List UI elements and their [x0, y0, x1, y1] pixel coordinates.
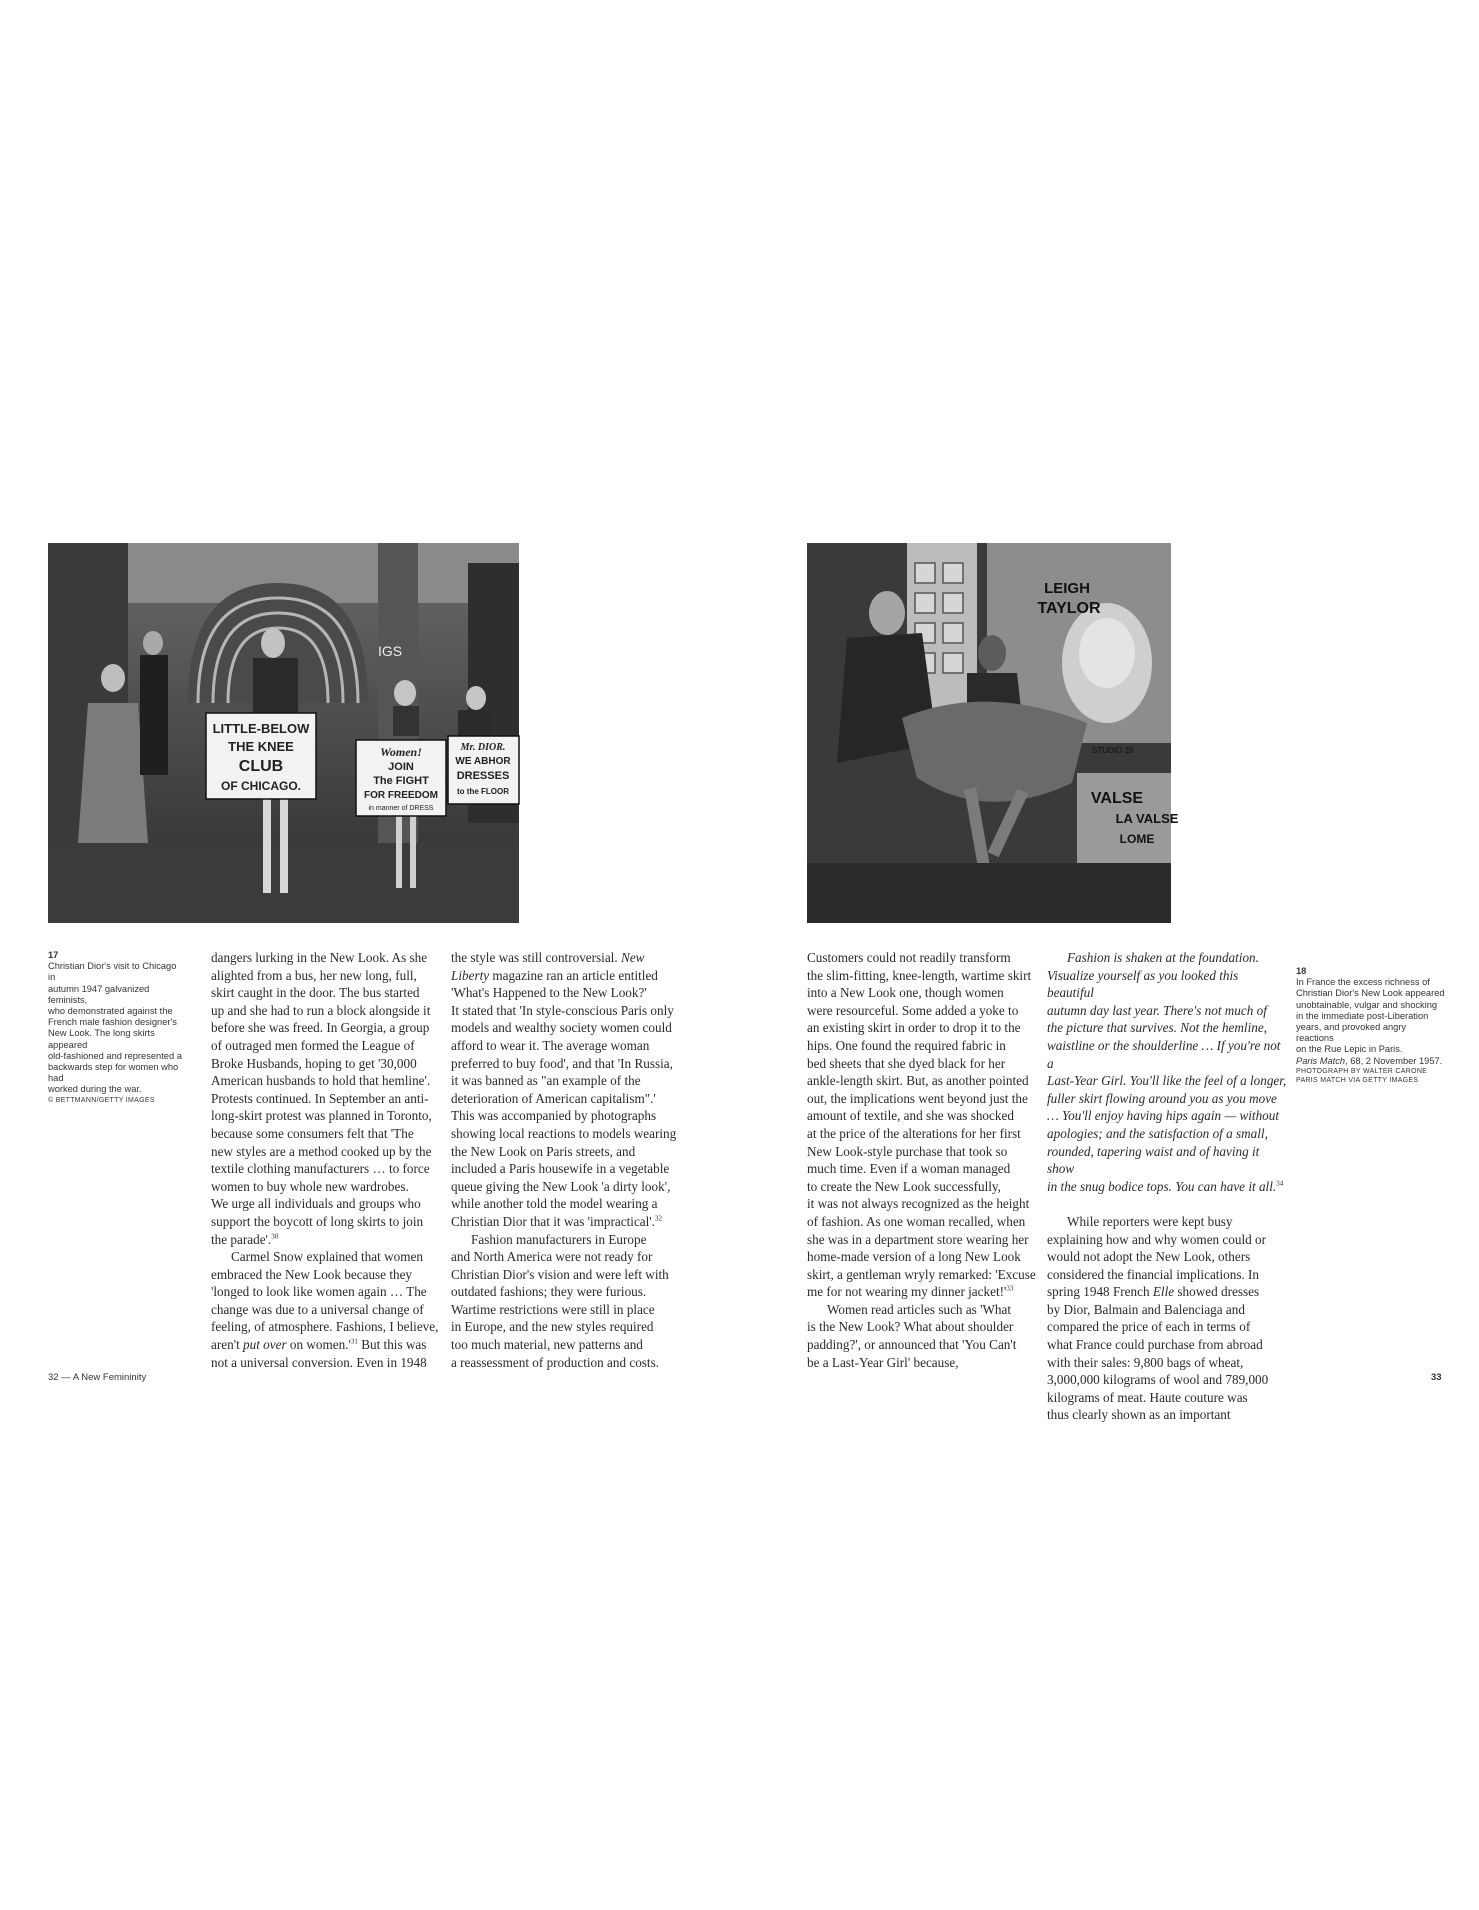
text-line: change was due to a universal change of [211, 1301, 424, 1317]
caption-18-number: 18 [1296, 966, 1307, 976]
poster3-text: STUDIO 28 [1092, 746, 1134, 755]
text-line: kilograms of meat. Haute couture was [1047, 1389, 1248, 1405]
photo-chicago-protest-drawing [48, 543, 519, 923]
footnote-ref-33: 33 [1006, 1284, 1014, 1293]
text-line: not a universal conversion. Even in 1948 [211, 1354, 427, 1370]
text-line [211, 1231, 441, 1249]
text-line: afford to wear it. The average woman [451, 1037, 650, 1053]
caption-17-line: backwards step for women who had [48, 1062, 179, 1084]
text-line: included a Paris housewife in a vegetable [451, 1161, 670, 1177]
text-line: be a Last-Year Girl' because, [807, 1354, 959, 1370]
quote-line: waistline or the shoulderline … If you're not a [1047, 1037, 1281, 1071]
text-line: showing local reactions to models wearing [451, 1125, 677, 1141]
text-line: new styles are a method cooked up by the [211, 1143, 432, 1159]
text-line [451, 949, 686, 967]
text-span: the style was still controversial. [451, 950, 621, 965]
sign2-line1: Women! [380, 745, 422, 759]
block-quote [1047, 949, 1287, 1195]
poster2-line3: LOME [1119, 832, 1155, 846]
caption-18-source-rest: , 68, 2 November 1957. [1345, 1055, 1443, 1066]
text-line: amount of textile, and she was shocked [807, 1108, 1014, 1124]
text-line: skirt caught in the door. The bus started [211, 985, 420, 1001]
text-line: to create the New Look successfully, [807, 1178, 1001, 1194]
text-column-3 [807, 949, 1042, 1371]
text-line: padding?', or announced that 'You Can't [807, 1337, 1017, 1353]
caption-18-line: Christian Dior's New Look appeared [1296, 988, 1445, 999]
caption-17-line: New Look. The long skirts appeared [48, 1028, 155, 1050]
text-line: at the price of the alterations for her first [807, 1125, 1021, 1141]
text-line: models and wealthy society women could [451, 1020, 672, 1036]
caption-17-line: autumn 1947 galvanized feminists, [48, 983, 150, 1005]
text-column-1 [211, 949, 441, 1371]
text-line: It stated that 'In style-conscious Paris only [451, 1002, 674, 1018]
text-line: would not adopt the New Look, others [1047, 1249, 1251, 1265]
caption-18-credit-1: PHOTOGRAPH BY WALTER CARONE [1296, 1067, 1428, 1075]
caption-17-line: old-fashioned and represented a [48, 1050, 182, 1061]
quote-line: rounded, tapering waist and of having it show [1047, 1143, 1260, 1177]
sign2-line3: The FIGHT [373, 775, 429, 787]
text-line: Women read articles such as 'What [827, 1301, 1012, 1317]
text-line: women to buy whole new wardrobes. [211, 1178, 409, 1194]
text-italic: New [620, 950, 645, 965]
text-line: Christian Dior's vision and were left with [451, 1266, 669, 1282]
quote-line: Fashion is shaken at the foundation. [1067, 950, 1259, 965]
caption-17-line: French male fashion designer's [48, 1017, 177, 1028]
footnote-ref-31: 31 [350, 1337, 358, 1346]
text-line: long-skirt protest was planned in Toronto, [211, 1108, 432, 1124]
text-line: Protests continued. In September an anti- [211, 1090, 429, 1106]
text-line: bed sheets that she dyed black for her [807, 1055, 1006, 1071]
text-line: it was banned as "an example of the [451, 1073, 641, 1089]
text-line: 'longed to look like women again … The [211, 1284, 427, 1300]
text-span: the parade'. [211, 1231, 272, 1247]
sign1-line3: CLUB [238, 758, 284, 775]
text-line: thus clearly shown as an important [1047, 1407, 1231, 1423]
text-line: skirt, a gentleman wryly remarked: 'Excuse [807, 1266, 1036, 1282]
sign1-line2: THE KNEE [228, 739, 294, 754]
text-line: 3,000,000 kilograms of wool and 789,000 [1047, 1372, 1269, 1388]
caption-17-line: who demonstrated against the [48, 1006, 173, 1017]
text-column-2 [451, 949, 686, 1371]
text-line: American husbands to hold that hemline'. [211, 1073, 431, 1089]
caption-18-line: years, and provoked angry reactions [1296, 1022, 1407, 1044]
text-line: up and she had to run a block alongside it [211, 1002, 431, 1018]
text-span: But this was [357, 1337, 427, 1353]
text-span: spring 1948 French [1047, 1284, 1153, 1300]
text-line: deterioration of American capitalism".' [451, 1090, 656, 1106]
quote-line: fuller skirt flowing around you as you move [1047, 1090, 1277, 1106]
caption-18 [1296, 966, 1446, 1085]
text-line: queue giving the New Look 'a dirty look', [451, 1178, 671, 1194]
caption-18-source [1296, 1056, 1446, 1067]
text-line: Carmel Snow explained that women [231, 1249, 423, 1265]
text-span: showed dresses [1174, 1284, 1260, 1300]
text-line: preferred to buy food', and that 'In Russia, [451, 1055, 673, 1071]
text-line: while another told the model wearing a [451, 1196, 658, 1212]
sign3-line3: DRESSES [456, 770, 510, 782]
text-line: ankle-length skirt. But, as another pointed [807, 1073, 1029, 1089]
text-line: support the boycott of long skirts to join [211, 1213, 424, 1229]
text-line: it was not always recognized as the height [807, 1196, 1030, 1212]
text-line: by Dior, Balmain and Balenciaga and [1047, 1301, 1245, 1317]
text-line: is the New Look? What about shoulder [807, 1319, 1014, 1335]
text-line: compared the price of each in terms of [1047, 1319, 1251, 1335]
quote-line: Last-Year Girl. You'll like the feel of a longer, [1047, 1073, 1287, 1089]
text-span: me for not wearing my dinner jacket!' [807, 1284, 1007, 1300]
text-line: Broke Husbands, hoping to get '30,000 [211, 1055, 417, 1071]
sign1-line1: LITTLE-BELOW [212, 721, 310, 736]
text-line: 'What's Happened to the New Look?' [451, 985, 647, 1001]
photo-rue-lepic [807, 543, 1179, 923]
sign2-line4: FOR FREEDOM [364, 790, 438, 801]
caption-17-number: 17 [48, 950, 59, 960]
quote-line: … You'll enjoy having hips again — without [1047, 1108, 1280, 1124]
text-line: much time. Even if a woman managed [807, 1161, 1011, 1177]
sign3-line4: to the FLOOR [457, 787, 509, 796]
text-line: outdated fashions; they were furious. [451, 1284, 647, 1300]
quote-line: the picture that survives. Not the hemline, [1047, 1020, 1267, 1036]
text-line: We urge all individuals and groups who [211, 1196, 421, 1212]
text-italic: Elle [1152, 1284, 1175, 1300]
text-line: Fashion manufacturers in Europe [471, 1231, 647, 1247]
sign2-line5: in manner of DRESS [368, 805, 434, 812]
quote-line: Visualize yourself as you looked this beautiful [1047, 967, 1239, 1001]
quote-line: apologies; and the satisfaction of a small, [1047, 1125, 1268, 1141]
sign3-line2: WE ABHOR [455, 756, 511, 767]
text-line: embraced the New Look because they [211, 1266, 413, 1282]
sign3-line1: Mr. DIOR. [460, 742, 506, 753]
text-span: on women.' [286, 1337, 351, 1353]
text-line: textile clothing manufacturers … to force [211, 1161, 430, 1177]
text-line: because some consumers felt that 'The [211, 1125, 414, 1141]
text-line: New Look-style purchase that took so [807, 1143, 1008, 1159]
text-line: explaining how and why women could or [1047, 1231, 1267, 1247]
footnote-ref-30: 30 [271, 1232, 279, 1241]
caption-18-line: In France the excess richness of [1296, 977, 1430, 988]
text-line: feeling, of atmosphere. Fashions, I believe, [211, 1319, 439, 1335]
quote-line: autumn day last year. There's not much of [1047, 1002, 1267, 1018]
text-span: in the snug bodice tops. You can have it all. [1047, 1178, 1277, 1194]
text-italic: Liberty [451, 967, 490, 983]
text-line: the slim-fitting, knee-length, wartime skirt [807, 967, 1032, 983]
poster1-line2: TAYLOR [1037, 600, 1101, 617]
footnote-ref-34: 34 [1276, 1179, 1284, 1188]
text-line: she was in a department store wearing her [807, 1231, 1029, 1247]
caption-18-line: on the Rue Lepic in Paris. [1296, 1044, 1403, 1055]
caption-18-credit-2: PARIS MATCH VIA GETTY IMAGES [1296, 1076, 1419, 1084]
text-line: of outraged men formed the League of [211, 1037, 415, 1053]
text-line: with their sales: 9,800 bags of wheat, [1047, 1354, 1244, 1370]
text-line: home-made version of a long New Look [807, 1249, 1021, 1265]
page-folio-right: 33 [1431, 1372, 1442, 1383]
text-line: This was accompanied by photographs [451, 1108, 657, 1124]
text-line: in Europe, and the new styles required [451, 1319, 654, 1335]
caption-17-line: Christian Dior's visit to Chicago in [48, 961, 177, 983]
text-line: dangers lurking in the New Look. As she [211, 950, 428, 965]
text-line: Customers could not readily transform [807, 950, 1011, 965]
text-line [807, 1283, 1042, 1301]
store-sign-text: IGS [378, 643, 403, 659]
text-line: While reporters were kept busy [1067, 1213, 1233, 1229]
text-line: were resourceful. Some added a yoke to [807, 1002, 1019, 1018]
text-line: an existing skirt in order to drop it to the [807, 1020, 1021, 1036]
poster2-line1: VALSE [1090, 790, 1144, 807]
text-line: alighted from a bus, her new long, full, [211, 967, 417, 983]
text-line: considered the financial implications. In [1047, 1266, 1260, 1282]
text-line [451, 967, 686, 985]
text-line [451, 1213, 686, 1231]
text-line: Wartime restrictions were still in place [451, 1301, 655, 1317]
text-span: aren't [211, 1337, 244, 1353]
quote-line [1047, 1178, 1287, 1196]
sign1-line4: OF CHICAGO. [221, 779, 301, 793]
text-span: Christian Dior that it was 'impractical'. [451, 1213, 655, 1229]
text-line: what France could purchase from abroad [1047, 1337, 1263, 1353]
text-line [1047, 1283, 1287, 1301]
caption-17-credit: © BETTMANN/GETTY IMAGES [48, 1096, 155, 1104]
poster2-line2: LA VALSE [1115, 811, 1179, 826]
text-line: and North America were not ready for [451, 1249, 653, 1265]
caption-18-line: unobtainable, vulgar and shocking [1296, 999, 1438, 1010]
text-line: hips. One found the required fabric in [807, 1037, 1006, 1053]
caption-17-line: worked during the war. [48, 1084, 142, 1095]
text-span: magazine ran an article entitled [489, 967, 658, 983]
caption-18-line: in the immediate post-Liberation [1296, 1010, 1429, 1021]
text-line: too much material, new patterns and [451, 1337, 643, 1353]
caption-18-source-title: Paris Match [1296, 1055, 1346, 1066]
footnote-ref-32: 32 [654, 1214, 662, 1223]
poster1-line1: LEIGH [1044, 580, 1090, 597]
photo-rue-lepic-drawing [807, 543, 1179, 923]
text-line: of fashion. As one woman recalled, when [807, 1213, 1026, 1229]
text-line [211, 1336, 441, 1354]
text-line: into a New Look one, though women [807, 985, 1004, 1001]
text-line: the New Look on Paris streets, and [451, 1143, 636, 1159]
paragraph-gap [1047, 1195, 1287, 1213]
text-line: out, the implications went beyond just the [807, 1090, 1028, 1106]
text-italic: put over [243, 1337, 287, 1353]
sign2-line2: JOIN [388, 761, 414, 773]
photo-chicago-protest [48, 543, 519, 923]
caption-17 [48, 950, 183, 1105]
text-line: before she was freed. In Georgia, a group [211, 1020, 430, 1036]
text-column-4 [1047, 949, 1287, 1424]
page-folio-left: 32 — A New Femininity [48, 1372, 147, 1383]
text-line: a reassessment of production and costs. [451, 1354, 660, 1370]
